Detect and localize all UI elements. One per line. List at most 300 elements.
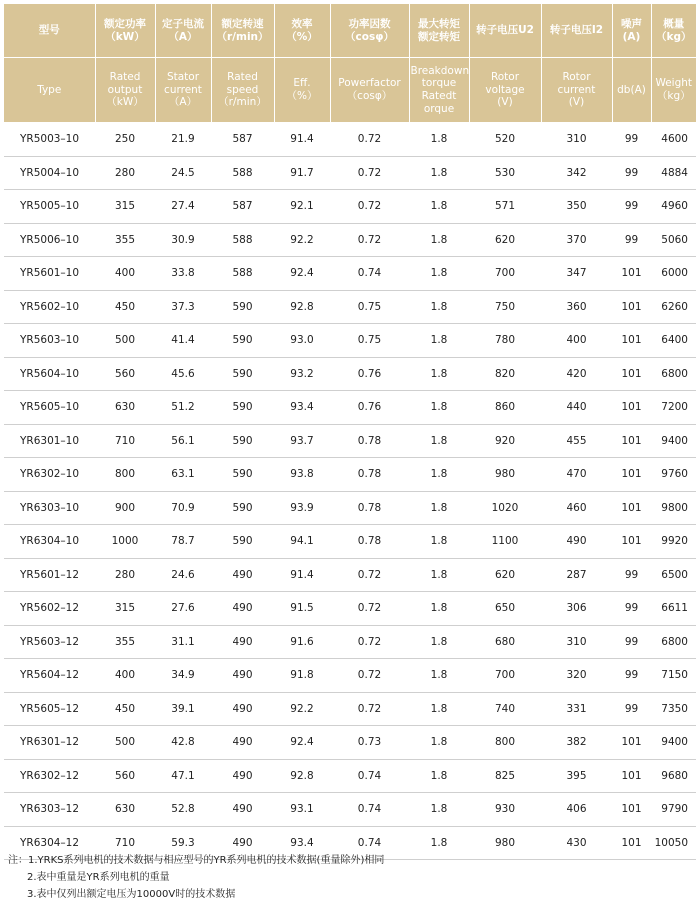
cell-breakdown-torque: 1.8 <box>409 391 469 425</box>
cell-rotor-current: 406 <box>541 793 612 827</box>
header-line: （r/min） <box>216 30 269 43</box>
cell-type: YR5605–10 <box>4 391 95 425</box>
cell-rated-speed: 490 <box>211 592 274 626</box>
cell-rated-speed: 490 <box>211 826 274 860</box>
cell-efficiency: 91.4 <box>274 558 330 592</box>
header-line: Rotor current <box>557 71 596 96</box>
header-line: current <box>164 83 202 96</box>
header-row-chinese <box>4 4 696 58</box>
cell-rotor-current: 310 <box>541 123 612 157</box>
cell-efficiency: 92.8 <box>274 290 330 324</box>
cell-breakdown-torque: 1.8 <box>409 223 469 257</box>
header-type <box>4 58 95 123</box>
cell-rated-output: 900 <box>95 491 155 525</box>
cell-weight: 9760 <box>651 458 696 492</box>
cell-weight: 6800 <box>651 357 696 391</box>
cell-weight: 5060 <box>651 223 696 257</box>
header-line: Weight <box>655 77 693 90</box>
cell-noise: 101 <box>612 257 651 291</box>
cell-stator-current: 39.1 <box>155 692 211 726</box>
cell-rated-speed: 590 <box>211 290 274 324</box>
cell-noise: 99 <box>612 692 651 726</box>
header-rated-speed <box>211 4 274 58</box>
cell-efficiency: 93.1 <box>274 793 330 827</box>
cell-efficiency: 93.2 <box>274 357 330 391</box>
cell-rated-speed: 587 <box>211 123 274 157</box>
cell-power-factor: 0.72 <box>330 692 409 726</box>
cell-power-factor: 0.78 <box>330 525 409 559</box>
header-line: (A) <box>622 30 641 43</box>
cell-noise: 99 <box>612 592 651 626</box>
table-row <box>4 726 696 760</box>
table-row <box>4 123 696 157</box>
cell-rotor-current: 460 <box>541 491 612 525</box>
cell-stator-current: 59.3 <box>155 826 211 860</box>
cell-stator-current: 70.9 <box>155 491 211 525</box>
header-line: (V) <box>568 96 585 109</box>
cell-rotor-voltage: 680 <box>469 625 541 659</box>
header-line: Rated <box>227 71 258 84</box>
footnote-3: 3.表中仅列出额定电压为10000V时的技术数据 <box>27 889 236 900</box>
header-weight <box>651 4 696 58</box>
cell-rated-output: 710 <box>95 826 155 860</box>
table-row <box>4 223 696 257</box>
cell-weight: 6400 <box>651 324 696 358</box>
header-breakdown-torque <box>409 58 469 123</box>
cell-power-factor: 0.72 <box>330 558 409 592</box>
cell-rated-speed: 590 <box>211 391 274 425</box>
cell-stator-current: 41.4 <box>155 324 211 358</box>
header-line: Eff. <box>293 77 311 90</box>
cell-efficiency: 92.8 <box>274 759 330 793</box>
cell-breakdown-torque: 1.8 <box>409 357 469 391</box>
cell-weight: 9790 <box>651 793 696 827</box>
cell-rated-speed: 590 <box>211 458 274 492</box>
cell-type: YR6301–10 <box>4 424 95 458</box>
header-line: 概量 <box>663 17 685 30</box>
cell-breakdown-torque: 1.8 <box>409 491 469 525</box>
header-line: （kg） <box>656 30 692 43</box>
cell-efficiency: 93.8 <box>274 458 330 492</box>
header-line: Rotor voltage <box>485 71 525 96</box>
cell-breakdown-torque: 1.8 <box>409 826 469 860</box>
header-rated-output <box>95 4 155 58</box>
cell-rotor-voltage: 700 <box>469 659 541 693</box>
cell-noise: 101 <box>612 525 651 559</box>
cell-weight: 6260 <box>651 290 696 324</box>
cell-rotor-current: 470 <box>541 458 612 492</box>
cell-rated-speed: 490 <box>211 759 274 793</box>
cell-rated-output: 500 <box>95 324 155 358</box>
cell-power-factor: 0.78 <box>330 491 409 525</box>
table-row <box>4 391 696 425</box>
cell-rated-output: 560 <box>95 759 155 793</box>
cell-efficiency: 91.7 <box>274 156 330 190</box>
header-line: 型号 <box>38 24 60 37</box>
cell-rotor-voltage: 980 <box>469 458 541 492</box>
header-breakdown-torque <box>409 4 469 58</box>
cell-noise: 101 <box>612 458 651 492</box>
cell-power-factor: 0.74 <box>330 759 409 793</box>
cell-rotor-voltage: 650 <box>469 592 541 626</box>
cell-type: YR6302–10 <box>4 458 95 492</box>
cell-stator-current: 47.1 <box>155 759 211 793</box>
cell-rotor-current: 287 <box>541 558 612 592</box>
cell-rated-output: 1000 <box>95 525 155 559</box>
cell-type: YR5603–12 <box>4 625 95 659</box>
cell-rated-speed: 590 <box>211 525 274 559</box>
header-line: Type <box>37 83 62 96</box>
cell-breakdown-torque: 1.8 <box>409 558 469 592</box>
cell-stator-current: 52.8 <box>155 793 211 827</box>
table-row <box>4 491 696 525</box>
cell-stator-current: 56.1 <box>155 424 211 458</box>
cell-rated-speed: 490 <box>211 726 274 760</box>
cell-rotor-voltage: 980 <box>469 826 541 860</box>
header-line: 额定功率 <box>104 17 146 30</box>
cell-type: YR6304–10 <box>4 525 95 559</box>
cell-rotor-current: 310 <box>541 625 612 659</box>
cell-efficiency: 91.4 <box>274 123 330 157</box>
cell-rotor-current: 370 <box>541 223 612 257</box>
cell-stator-current: 31.1 <box>155 625 211 659</box>
cell-rated-output: 800 <box>95 458 155 492</box>
cell-efficiency: 93.0 <box>274 324 330 358</box>
cell-rotor-voltage: 740 <box>469 692 541 726</box>
header-line: 额定转速 <box>221 17 264 30</box>
cell-noise: 99 <box>612 625 651 659</box>
cell-rated-output: 400 <box>95 257 155 291</box>
cell-rated-speed: 588 <box>211 223 274 257</box>
cell-breakdown-torque: 1.8 <box>409 592 469 626</box>
cell-rotor-current: 395 <box>541 759 612 793</box>
cell-power-factor: 0.78 <box>330 458 409 492</box>
cell-power-factor: 0.72 <box>330 625 409 659</box>
cell-breakdown-torque: 1.8 <box>409 625 469 659</box>
cell-breakdown-torque: 1.8 <box>409 759 469 793</box>
cell-efficiency: 93.4 <box>274 391 330 425</box>
cell-rated-speed: 590 <box>211 424 274 458</box>
cell-weight: 6500 <box>651 558 696 592</box>
cell-power-factor: 0.76 <box>330 357 409 391</box>
cell-stator-current: 27.4 <box>155 190 211 224</box>
cell-power-factor: 0.73 <box>330 726 409 760</box>
cell-rated-speed: 490 <box>211 558 274 592</box>
cell-noise: 101 <box>612 357 651 391</box>
table-row <box>4 424 696 458</box>
header-line: （cosφ） <box>346 90 393 102</box>
cell-rated-output: 560 <box>95 357 155 391</box>
cell-weight: 7350 <box>651 692 696 726</box>
header-line: Powerfactor <box>338 77 401 90</box>
cell-rotor-current: 350 <box>541 190 612 224</box>
cell-rated-speed: 490 <box>211 793 274 827</box>
cell-stator-current: 24.5 <box>155 156 211 190</box>
header-line: 最大转矩 <box>418 17 460 30</box>
cell-rated-output: 355 <box>95 625 155 659</box>
cell-rated-speed: 490 <box>211 625 274 659</box>
cell-type: YR5601–12 <box>4 558 95 592</box>
cell-rated-speed: 490 <box>211 692 274 726</box>
cell-weight: 9680 <box>651 759 696 793</box>
cell-rotor-current: 331 <box>541 692 612 726</box>
cell-power-factor: 0.72 <box>330 659 409 693</box>
cell-power-factor: 0.75 <box>330 324 409 358</box>
header-line: 额定转矩 <box>418 30 460 43</box>
cell-rotor-current: 360 <box>541 290 612 324</box>
cell-type: YR5605–12 <box>4 692 95 726</box>
cell-weight: 6800 <box>651 625 696 659</box>
cell-noise: 101 <box>612 826 651 860</box>
header-efficiency <box>274 58 330 123</box>
cell-rated-output: 250 <box>95 123 155 157</box>
footnote-1: 注：1.YRKS系列电机的技术数据与相应型号的YR系列电机的技术数据(重量除外)相同 <box>8 855 385 866</box>
cell-rated-speed: 590 <box>211 357 274 391</box>
cell-rotor-current: 347 <box>541 257 612 291</box>
cell-type: YR6302–12 <box>4 759 95 793</box>
cell-efficiency: 92.4 <box>274 257 330 291</box>
cell-rotor-voltage: 920 <box>469 424 541 458</box>
table-row <box>4 257 696 291</box>
header-efficiency <box>274 4 330 58</box>
cell-efficiency: 91.6 <box>274 625 330 659</box>
cell-rotor-voltage: 780 <box>469 324 541 358</box>
header-line: （kW） <box>105 30 145 43</box>
cell-breakdown-torque: 1.8 <box>409 659 469 693</box>
cell-rotor-voltage: 930 <box>469 793 541 827</box>
cell-rotor-current: 420 <box>541 357 612 391</box>
cell-rotor-voltage: 860 <box>469 391 541 425</box>
cell-rated-speed: 590 <box>211 324 274 358</box>
cell-weight: 4600 <box>651 123 696 157</box>
header-line: Stator <box>166 71 200 84</box>
footnotes <box>8 852 384 903</box>
table-row <box>4 625 696 659</box>
cell-stator-current: 33.8 <box>155 257 211 291</box>
cell-type: YR5604–10 <box>4 357 95 391</box>
cell-efficiency: 92.4 <box>274 726 330 760</box>
cell-rotor-current: 306 <box>541 592 612 626</box>
cell-type: YR5005–10 <box>4 190 95 224</box>
cell-weight: 6611 <box>651 592 696 626</box>
cell-efficiency: 93.7 <box>274 424 330 458</box>
cell-rated-output: 450 <box>95 692 155 726</box>
cell-rotor-voltage: 800 <box>469 726 541 760</box>
cell-rotor-voltage: 530 <box>469 156 541 190</box>
header-type <box>4 4 95 58</box>
cell-rotor-voltage: 571 <box>469 190 541 224</box>
cell-rotor-current: 430 <box>541 826 612 860</box>
header-line: Rated <box>109 71 141 84</box>
cell-power-factor: 0.72 <box>330 156 409 190</box>
cell-noise: 99 <box>612 659 651 693</box>
cell-type: YR5006–10 <box>4 223 95 257</box>
header-line: （cosφ） <box>345 30 394 43</box>
header-line: 转子电压U2 <box>476 24 534 37</box>
table-row <box>4 525 696 559</box>
table-body <box>4 123 696 860</box>
cell-noise: 101 <box>612 491 651 525</box>
cell-power-factor: 0.75 <box>330 290 409 324</box>
cell-rotor-voltage: 1100 <box>469 525 541 559</box>
table-row <box>4 458 696 492</box>
cell-type: YR6304–12 <box>4 826 95 860</box>
header-line: (V) <box>497 96 513 109</box>
header-line: output <box>107 83 143 96</box>
cell-power-factor: 0.78 <box>330 424 409 458</box>
header-rated-speed <box>211 58 274 123</box>
cell-type: YR5004–10 <box>4 156 95 190</box>
cell-rotor-voltage: 520 <box>469 123 541 157</box>
cell-efficiency: 91.5 <box>274 592 330 626</box>
header-line: 定子电流 <box>162 17 204 30</box>
cell-rotor-current: 490 <box>541 525 612 559</box>
header-line: （%） <box>286 30 318 43</box>
cell-rated-output: 400 <box>95 659 155 693</box>
header-stator-current <box>155 58 211 123</box>
table-row <box>4 156 696 190</box>
table-row <box>4 692 696 726</box>
cell-rotor-current: 342 <box>541 156 612 190</box>
cell-rotor-voltage: 750 <box>469 290 541 324</box>
cell-breakdown-torque: 1.8 <box>409 458 469 492</box>
cell-rotor-voltage: 1020 <box>469 491 541 525</box>
header-weight <box>651 58 696 123</box>
cell-power-factor: 0.72 <box>330 190 409 224</box>
cell-stator-current: 37.3 <box>155 290 211 324</box>
cell-rated-output: 500 <box>95 726 155 760</box>
header-power-factor <box>330 4 409 58</box>
cell-type: YR6303–10 <box>4 491 95 525</box>
cell-breakdown-torque: 1.8 <box>409 324 469 358</box>
cell-stator-current: 42.8 <box>155 726 211 760</box>
header-line: （kW） <box>106 96 144 109</box>
cell-rated-output: 450 <box>95 290 155 324</box>
cell-rotor-current: 455 <box>541 424 612 458</box>
cell-rotor-current: 320 <box>541 659 612 693</box>
header-line: （kg） <box>656 90 691 102</box>
header-stator-current <box>155 4 211 58</box>
cell-rated-output: 280 <box>95 156 155 190</box>
cell-rated-speed: 588 <box>211 257 274 291</box>
cell-breakdown-torque: 1.8 <box>409 793 469 827</box>
cell-power-factor: 0.72 <box>330 592 409 626</box>
cell-stator-current: 27.6 <box>155 592 211 626</box>
cell-stator-current: 63.1 <box>155 458 211 492</box>
cell-stator-current: 30.9 <box>155 223 211 257</box>
cell-stator-current: 24.6 <box>155 558 211 592</box>
cell-noise: 101 <box>612 391 651 425</box>
cell-breakdown-torque: 1.8 <box>409 156 469 190</box>
header-line: （r/min） <box>218 96 267 109</box>
header-line: 功率因数 <box>348 17 391 30</box>
cell-rated-output: 630 <box>95 391 155 425</box>
table-row <box>4 793 696 827</box>
motor-spec-table <box>4 4 696 860</box>
cell-stator-current: 21.9 <box>155 123 211 157</box>
cell-noise: 101 <box>612 324 651 358</box>
cell-breakdown-torque: 1.8 <box>409 525 469 559</box>
cell-stator-current: 51.2 <box>155 391 211 425</box>
cell-rotor-voltage: 820 <box>469 357 541 391</box>
cell-rotor-current: 382 <box>541 726 612 760</box>
cell-rated-output: 315 <box>95 592 155 626</box>
cell-noise: 99 <box>612 558 651 592</box>
cell-breakdown-torque: 1.8 <box>409 692 469 726</box>
header-line: Ratedt <box>421 90 457 102</box>
cell-rotor-voltage: 620 <box>469 558 541 592</box>
cell-efficiency: 92.1 <box>274 190 330 224</box>
cell-rated-speed: 490 <box>211 659 274 693</box>
cell-power-factor: 0.72 <box>330 223 409 257</box>
cell-weight: 4884 <box>651 156 696 190</box>
header-rotor-current <box>541 58 612 123</box>
header-power-factor <box>330 58 409 123</box>
cell-stator-current: 78.7 <box>155 525 211 559</box>
cell-rated-speed: 590 <box>211 491 274 525</box>
cell-weight: 9920 <box>651 525 696 559</box>
table-row <box>4 592 696 626</box>
cell-efficiency: 94.1 <box>274 525 330 559</box>
cell-rated-output: 355 <box>95 223 155 257</box>
cell-rated-output: 315 <box>95 190 155 224</box>
cell-weight: 9400 <box>651 726 696 760</box>
cell-power-factor: 0.76 <box>330 391 409 425</box>
header-line: 转子电压I2 <box>549 24 604 37</box>
cell-weight: 9800 <box>651 491 696 525</box>
header-line: （%） <box>286 90 318 102</box>
cell-efficiency: 92.2 <box>274 692 330 726</box>
cell-weight: 6000 <box>651 257 696 291</box>
cell-rotor-voltage: 620 <box>469 223 541 257</box>
cell-noise: 101 <box>612 290 651 324</box>
header-row-english <box>4 58 696 123</box>
cell-breakdown-torque: 1.8 <box>409 257 469 291</box>
cell-noise: 99 <box>612 223 651 257</box>
cell-rotor-voltage: 825 <box>469 759 541 793</box>
cell-noise: 99 <box>612 123 651 157</box>
cell-power-factor: 0.74 <box>330 826 409 860</box>
header-noise <box>612 58 651 123</box>
header-rotor-voltage <box>469 58 541 123</box>
cell-type: YR6303–12 <box>4 793 95 827</box>
cell-noise: 99 <box>612 156 651 190</box>
cell-breakdown-torque: 1.8 <box>409 424 469 458</box>
header-line: db(A) <box>617 83 646 96</box>
cell-power-factor: 0.72 <box>330 123 409 157</box>
table-row <box>4 357 696 391</box>
cell-type: YR5602–10 <box>4 290 95 324</box>
table-row <box>4 190 696 224</box>
header-line: torque <box>421 77 457 90</box>
header-line: （A） <box>168 30 198 43</box>
cell-noise: 101 <box>612 759 651 793</box>
cell-breakdown-torque: 1.8 <box>409 190 469 224</box>
cell-type: YR5602–12 <box>4 592 95 626</box>
cell-stator-current: 45.6 <box>155 357 211 391</box>
cell-type: YR5003–10 <box>4 123 95 157</box>
cell-weight: 7200 <box>651 391 696 425</box>
cell-efficiency: 93.9 <box>274 491 330 525</box>
header-rotor-voltage <box>469 4 541 58</box>
table-row <box>4 759 696 793</box>
header-rotor-current <box>541 4 612 58</box>
cell-breakdown-torque: 1.8 <box>409 290 469 324</box>
table-row <box>4 558 696 592</box>
cell-type: YR6301–12 <box>4 726 95 760</box>
cell-rated-output: 710 <box>95 424 155 458</box>
cell-noise: 99 <box>612 190 651 224</box>
